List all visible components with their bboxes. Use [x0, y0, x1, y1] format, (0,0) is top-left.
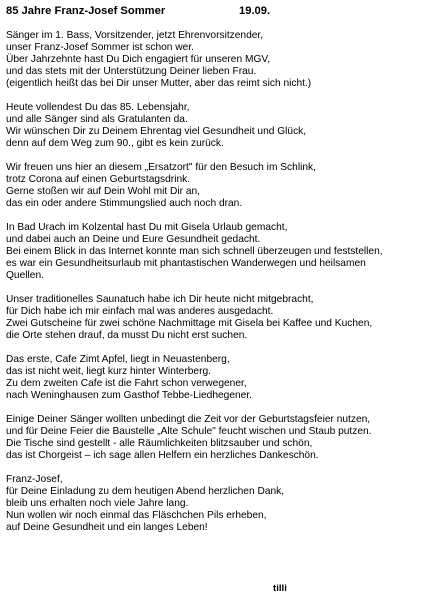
- poem-line: Die Tische sind gestellt - alle Räumlichkeiten blitzsauber und schön,: [6, 438, 313, 449]
- poem-line: auf Deine Gesundheit und ein langes Leben!: [6, 522, 208, 533]
- poem-line: und alle Sänger sind als Gratulanten da.: [6, 114, 188, 125]
- poem-line: Nun wollen wir noch einmal das Fläschchen Pils erheben,: [6, 510, 267, 521]
- poem-line: In Bad Urach im Kolzental hast Du mit Gisela Urlaub gemacht,: [6, 222, 288, 233]
- poem-line: Zu dem zweiten Cafe ist die Fahrt schon verwegener,: [6, 378, 247, 389]
- poem-line: das ist Chorgeist – ich sage allen Helfern ein herzliches Dankeschön.: [6, 450, 319, 461]
- poem-line: und das stets mit der Unterstützung Deiner lieben Frau.: [6, 66, 257, 77]
- stanza-1: [6, 30, 420, 90]
- document-date: 19.09.: [239, 5, 271, 17]
- poem-line: Sänger im 1. Bass, Vorsitzender, jetzt Ehrenvorsitzender,: [6, 30, 264, 41]
- stanza-4: [6, 222, 420, 282]
- poem-line: und für Deine Feier die Baustelle „Alte Schule" feucht wischen und Staub putzen.: [6, 426, 372, 437]
- poem-line: nach Weninghausen zum Gasthof Tebbe-Liedhegener.: [6, 390, 252, 401]
- poem-line: unser Franz-Josef Sommer ist schon wer.: [6, 42, 194, 53]
- poem-line: Bei einem Blick in das Internet konnte man sich schnell überzeugen und feststellen,: [6, 246, 383, 257]
- poem-line: Wir wünschen Dir zu Deinem Ehrentag viel Gesundheit und Glück,: [6, 126, 307, 137]
- stanza-5: [6, 294, 420, 342]
- poem-line: denn auf dem Weg zum 90., gibt es kein zurück.: [6, 138, 224, 149]
- poem-line: für Deine Einladung zu dem heutigen Abend herzlichen Dank,: [6, 486, 285, 497]
- stanza-8: [6, 474, 420, 534]
- poem-line: Quellen.: [6, 270, 44, 281]
- poem-line: Zwei Gutscheine für zwei schöne Nachmittage mit Gisela bei Kaffee und Kuchen,: [6, 318, 373, 329]
- poem-line: Unser traditionelles Saunatuch habe ich Dir heute nicht mitgebracht,: [6, 294, 314, 305]
- poem-line: das ist nicht weit, liegt kurz hinter Winterberg.: [6, 366, 211, 377]
- poem-line: trotz Corona auf einen Geburtstagsdrink.: [6, 174, 191, 185]
- stanza-7: [6, 414, 420, 462]
- document-title: 85 Jahre Franz-Josef Sommer: [6, 5, 166, 17]
- poem-line: das ein oder andere Stimmungslied auch noch dran.: [6, 198, 243, 209]
- stanza-6: [6, 354, 420, 402]
- poem-line: Wir freuen uns hier an diesem „Ersatzort" für den Besuch im Schlink,: [6, 162, 316, 173]
- poem-line: und dabei auch an Deine und Eure Gesundheit gedacht.: [6, 234, 261, 245]
- document-header: [6, 4, 418, 18]
- poem-line: Franz-Josef,: [6, 474, 63, 485]
- poem-line: die Orte stehen drauf, da musst Du nicht erst suchen.: [6, 330, 248, 341]
- poem-line: Über Jahrzehnte hast Du Dich engagiert für unseren MGV,: [6, 54, 271, 65]
- poem-line: Das erste, Cafe Zimt Apfel, liegt in Neuastenberg,: [6, 354, 230, 365]
- poem-line: es war ein Gesundheitsurlaub mit phantastischen Wanderwegen und heilsamen: [6, 258, 366, 269]
- poem-line: für Dich habe ich mir einfach mal was anderes ausgedacht.: [6, 306, 274, 317]
- poem-line: (eigentlich heißt das bei Dir unser Mutter, aber das reimt sich nicht.): [6, 78, 312, 89]
- poem-line: Gerne stoßen wir auf Dein Wohl mit Dir an,: [6, 186, 201, 197]
- poem-line: Einige Deiner Sänger wollten unbedingt die Zeit vor der Geburtstagsfeier nutzen,: [6, 414, 371, 425]
- poem-line: Heute vollendest Du das 85. Lebensjahr,: [6, 102, 190, 113]
- poem-line: bleib uns erhalten noch viele Jahre lang.: [6, 498, 189, 509]
- poem-body: [6, 30, 420, 546]
- stanza-3: [6, 162, 420, 210]
- signature: tilli: [273, 583, 287, 594]
- stanza-2: [6, 102, 420, 150]
